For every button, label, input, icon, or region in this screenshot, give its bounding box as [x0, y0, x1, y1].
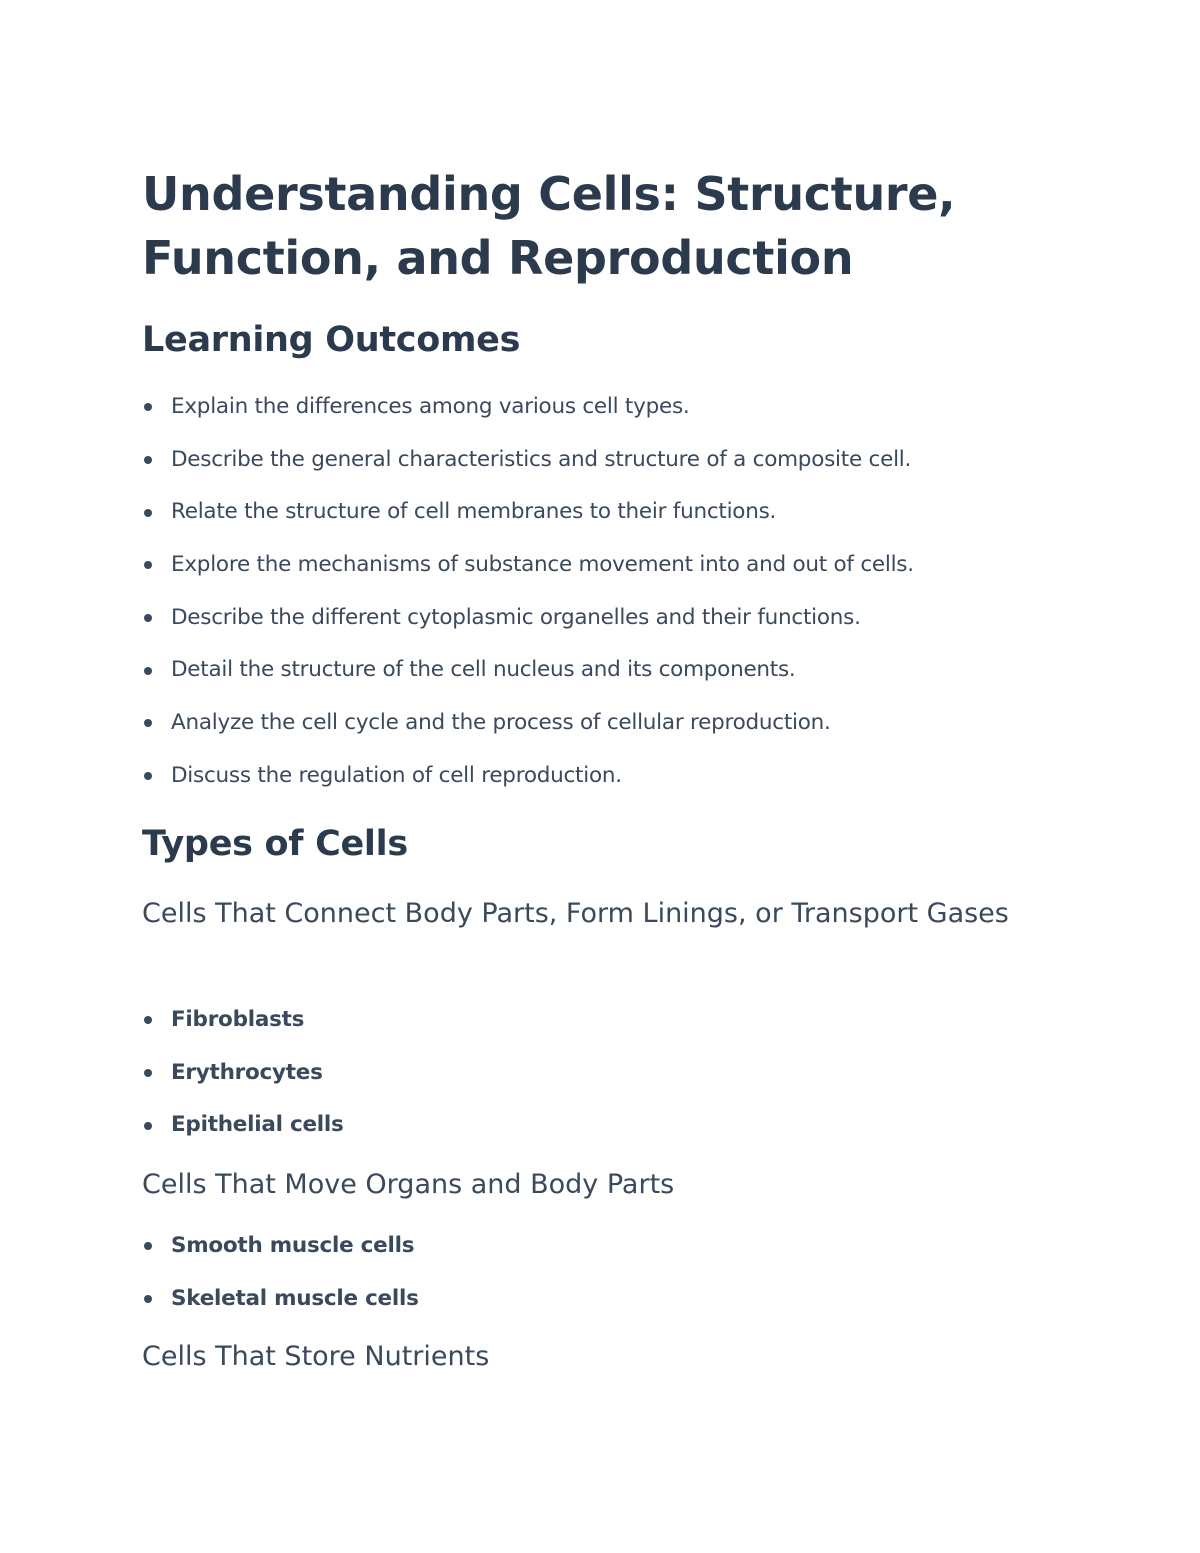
bullet-icon: [144, 509, 152, 517]
list-item: Analyze the cell cycle and the process of cellular reproduction.: [142, 697, 1102, 750]
cell-group-heading-move: Cells That Move Organs and Body Parts: [142, 1169, 675, 1200]
bullet-icon: [144, 614, 152, 622]
list-item: Fibroblasts: [142, 994, 1102, 1047]
learning-outcomes-heading: Learning Outcomes: [142, 320, 521, 360]
bullet-icon: [144, 1122, 152, 1130]
bullet-icon: [144, 1016, 152, 1024]
cell-group-list-connect: [142, 994, 1102, 1152]
page-title: Understanding Cells: Structure, Function, and Reproduction: [142, 167, 956, 285]
list-item: Explore the mechanisms of substance movement into and out of cells.: [142, 539, 1102, 592]
list-item: Relate the structure of cell membranes to their functions.: [142, 486, 1102, 539]
types-of-cells-heading: Types of Cells: [142, 824, 408, 864]
list-item: Detail the structure of the cell nucleus and its components.: [142, 644, 1102, 697]
list-item: Skeletal muscle cells: [142, 1273, 1102, 1326]
cell-group-heading-store: Cells That Store Nutrients: [142, 1341, 490, 1372]
bullet-icon: [144, 456, 152, 464]
learning-outcomes-list: [142, 381, 1102, 803]
bullet-icon: [144, 1295, 152, 1303]
bullet-icon: [144, 1242, 152, 1250]
bullet-icon: [144, 561, 152, 569]
cell-group-heading-connect: Cells That Connect Body Parts, Form Linings, or Transport Gases: [142, 898, 1009, 929]
bullet-icon: [144, 719, 152, 727]
list-item: Describe the different cytoplasmic organelles and their functions.: [142, 592, 1102, 645]
list-item: Epithelial cells: [142, 1099, 1102, 1152]
bullet-icon: [144, 772, 152, 780]
list-item: Describe the general characteristics and structure of a composite cell.: [142, 434, 1102, 487]
list-item: Explain the differences among various cell types.: [142, 381, 1102, 434]
list-item: Smooth muscle cells: [142, 1220, 1102, 1273]
bullet-icon: [144, 403, 152, 411]
list-item: Discuss the regulation of cell reproduction.: [142, 750, 1102, 803]
bullet-icon: [144, 667, 152, 675]
cell-group-list-move: [142, 1220, 1102, 1325]
bullet-icon: [144, 1069, 152, 1077]
list-item: Erythrocytes: [142, 1047, 1102, 1100]
